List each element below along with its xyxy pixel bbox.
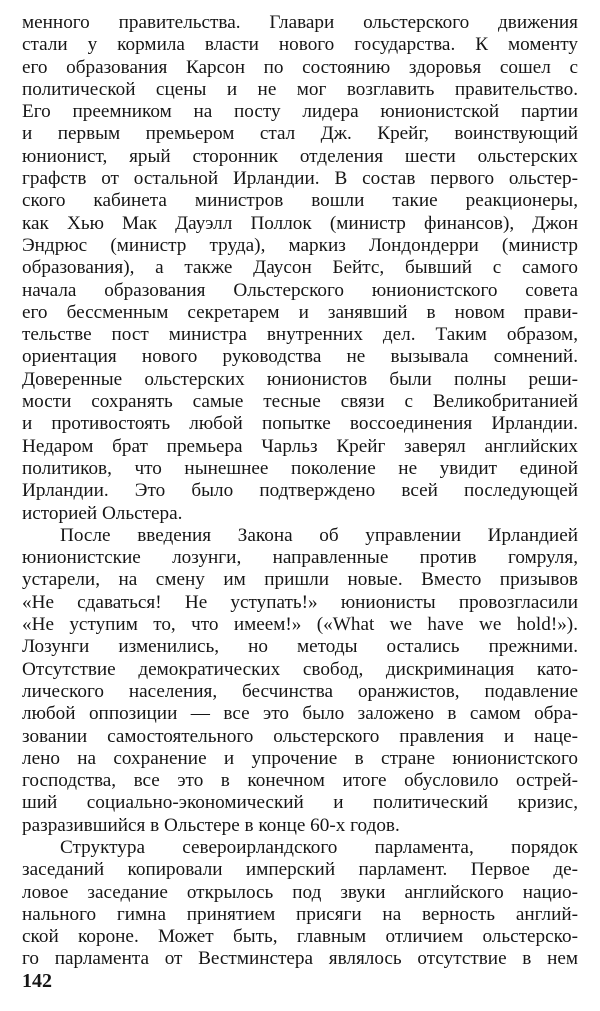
text-line: политиков, что нынешнее поколение не увидит единой	[22, 457, 578, 479]
text-line: любой оппозиции — все это было заложено в самом обра-	[22, 703, 578, 725]
text-line: и противостоять любой попытке воссоединения Ирландии.	[22, 413, 578, 435]
text-line: «Не уступим то, что имеем!» («What we have we hold!»).	[22, 614, 578, 636]
paragraph-1	[22, 12, 578, 525]
text-line: как Хью Мак Дауэлл Поллок (министр финансов), Джон	[22, 212, 578, 234]
text-line: Структура североирландского парламента, порядок	[60, 836, 578, 858]
text-line: стали у кормила власти нового государства. К моменту	[22, 34, 578, 56]
text-line: образования), а также Даусон Бейтс, бывший с самого	[22, 257, 578, 279]
text-line: его бессменным секретарем и занявший в новом прави-	[22, 301, 578, 323]
text-line: юнионистские лозунги, направленные против гомруля,	[22, 547, 578, 569]
text-line: Его преемником на посту лидера юнионистской партии	[22, 101, 578, 123]
text-line: ской короне. Может быть, главным отличием ольстерско-	[22, 926, 578, 948]
paragraph-2	[22, 525, 578, 837]
text-line: мости сохранять самые тесные связи с Великобританией	[22, 391, 578, 413]
text-line: Эндрюс (министр труда), маркиз Лондондерри (министр	[22, 234, 578, 256]
text-line: ловое заседание открылось под звуки английского нацио-	[22, 881, 578, 903]
text-line: Лозунги изменились, но методы остались прежними.	[22, 636, 578, 658]
text-line: Отсутствие демократических свобод, дискриминация като-	[22, 658, 578, 680]
book-page-text	[22, 12, 578, 971]
text-line: тельстве пост министра внутренних дел. Таким образом,	[22, 324, 578, 346]
text-line: нального гимна принятием присяги на верность англий-	[22, 903, 578, 925]
text-line: менного правительства. Главари ольстерского движения	[22, 12, 578, 33]
text-line: лено на сохранение и упрочение в стране юнионистского	[22, 747, 578, 769]
text-line: заседаний копировали имперский парламент. Первое де-	[22, 859, 578, 881]
text-line: ший социально-экономический и политический кризис,	[22, 792, 578, 814]
text-line: го парламента от Вестминстера являлось отсутствие в нем	[22, 948, 578, 970]
text-line: лического населения, бесчинства оранжистов, подавление	[22, 680, 578, 702]
text-line: Ирландии. Это было подтверждено всей последующей	[22, 480, 578, 502]
text-line: устарели, на смену им пришли новые. Вместо призывов	[22, 569, 578, 591]
text-line: господства, все это в конечном итоге обусловило острей-	[22, 770, 578, 792]
text-line: графств от остальной Ирландии. В состав первого ольстер-	[22, 168, 578, 190]
text-line: юнионист, ярый сторонник отделения шести ольстерских	[22, 145, 578, 167]
text-line: историей Ольстера.	[22, 502, 183, 524]
text-line: Доверенные ольстерских юнионистов были полны реши-	[22, 368, 578, 390]
text-line: политической сцены и не мог возглавить правительство.	[22, 78, 578, 100]
text-line: начала образования Ольстерского юнионистского совета	[22, 279, 578, 301]
page-number: 142	[22, 970, 52, 992]
text-line: его образования Карсон по состоянию здоровья сошел с	[22, 56, 578, 78]
text-line: «Не сдаваться! Не уступать!» юнионисты провозгласили	[22, 591, 578, 613]
text-line: ского кабинета министров вошли такие реакционеры,	[22, 190, 578, 212]
text-line: разразившийся в Ольстере в конце 60-х годов.	[22, 814, 400, 836]
text-line: Недаром брат премьера Чарльз Крейг заверял английских	[22, 435, 578, 457]
text-line: зовании самостоятельного ольстерского правления и наце-	[22, 725, 578, 747]
text-line: После введения Закона об управлении Ирландией	[60, 524, 578, 546]
text-line: и первым премьером стал Дж. Крейг, воинствующий	[22, 123, 578, 145]
paragraph-3	[22, 837, 578, 971]
text-line: ориентация нового руководства не вызывала сомнений.	[22, 346, 578, 368]
